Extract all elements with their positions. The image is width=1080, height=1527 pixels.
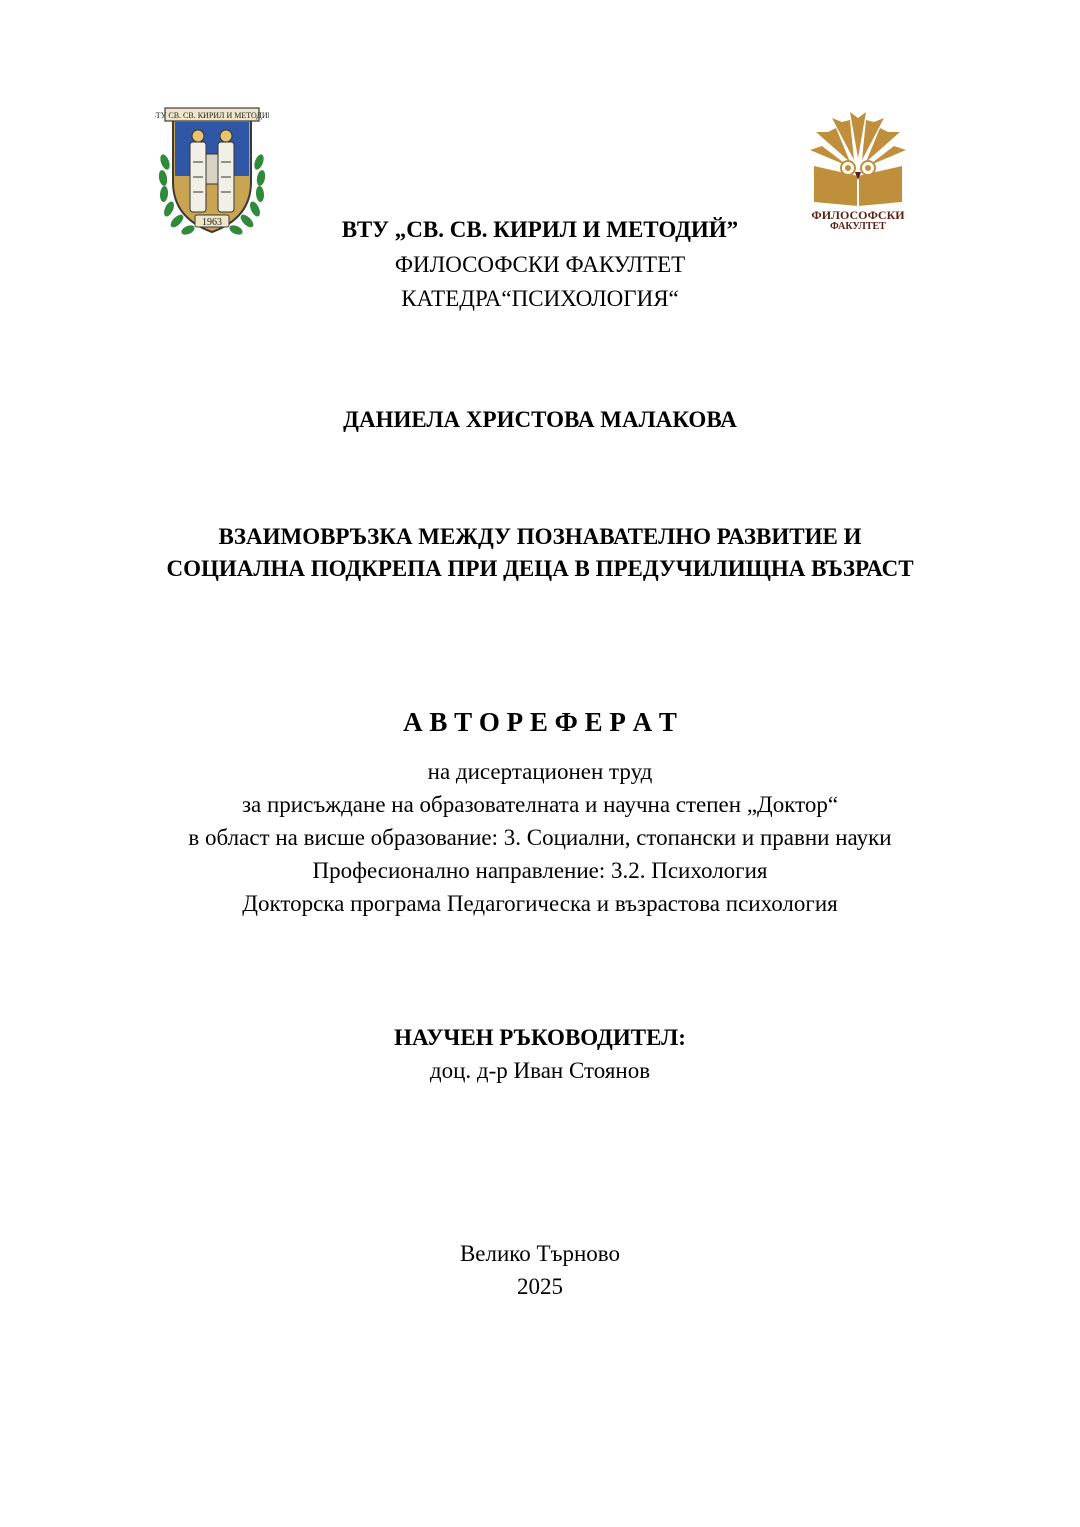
faculty-name: ФИЛОСОФСКИ ФАКУЛТЕТ [394, 252, 686, 277]
university-name: ВТУ „СВ. СВ. КИРИЛ И МЕТОДИЙ” [341, 217, 739, 242]
description-line-3: в област на висше образование: 3. Социални, стопански и правни науки [188, 825, 892, 850]
thesis-title-line-1: ВЗАИМОВРЪЗКА МЕЖДУ ПОЗНАВАТЕЛНО РАЗВИТИЕ И [218, 524, 862, 549]
author-name: ДАНИЕЛА ХРИСТОВА МАЛАКОВА [343, 407, 737, 432]
crest-banner-text: ВТУ СВ. СВ. КИРИЛ И МЕТОДИЙ [155, 111, 269, 120]
supervisor-heading: НАУЧЕН РЪКОВОДИТЕЛ: [394, 1025, 686, 1050]
description-line-5: Докторска програма Педагогическа и възрастова психология [242, 891, 838, 916]
crest-year: 1963 [202, 217, 222, 228]
city: Велико Търново [459, 1241, 621, 1266]
document-type-heading: А В Т О Р Е Ф Е Р А Т [403, 707, 677, 737]
thesis-title-line-2: СОЦИАЛНА ПОДКРЕПА ПРИ ДЕЦА В ПРЕДУЧИЛИЩНА ВЪЗРАСТ [166, 556, 914, 581]
department-name: КАТЕДРА“ПСИХОЛОГИЯ“ [401, 286, 679, 311]
description-line-2: за присъждане на образователната и научна степен „Доктор“ [241, 792, 839, 817]
description-line-1: на дисертационен труд [427, 759, 653, 784]
description-line-4: Професионално направление: 3.2. Психология [312, 858, 768, 883]
year: 2025 [517, 1274, 563, 1299]
faculty-logo-caption-1: ФИЛОСОФСКИ [811, 208, 905, 222]
supervisor-name: доц. д-р Иван Стоянов [429, 1058, 651, 1083]
faculty-owl-book-icon [806, 110, 910, 206]
faculty-logo-caption-2: ФАКУЛТЕТ [830, 221, 886, 232]
